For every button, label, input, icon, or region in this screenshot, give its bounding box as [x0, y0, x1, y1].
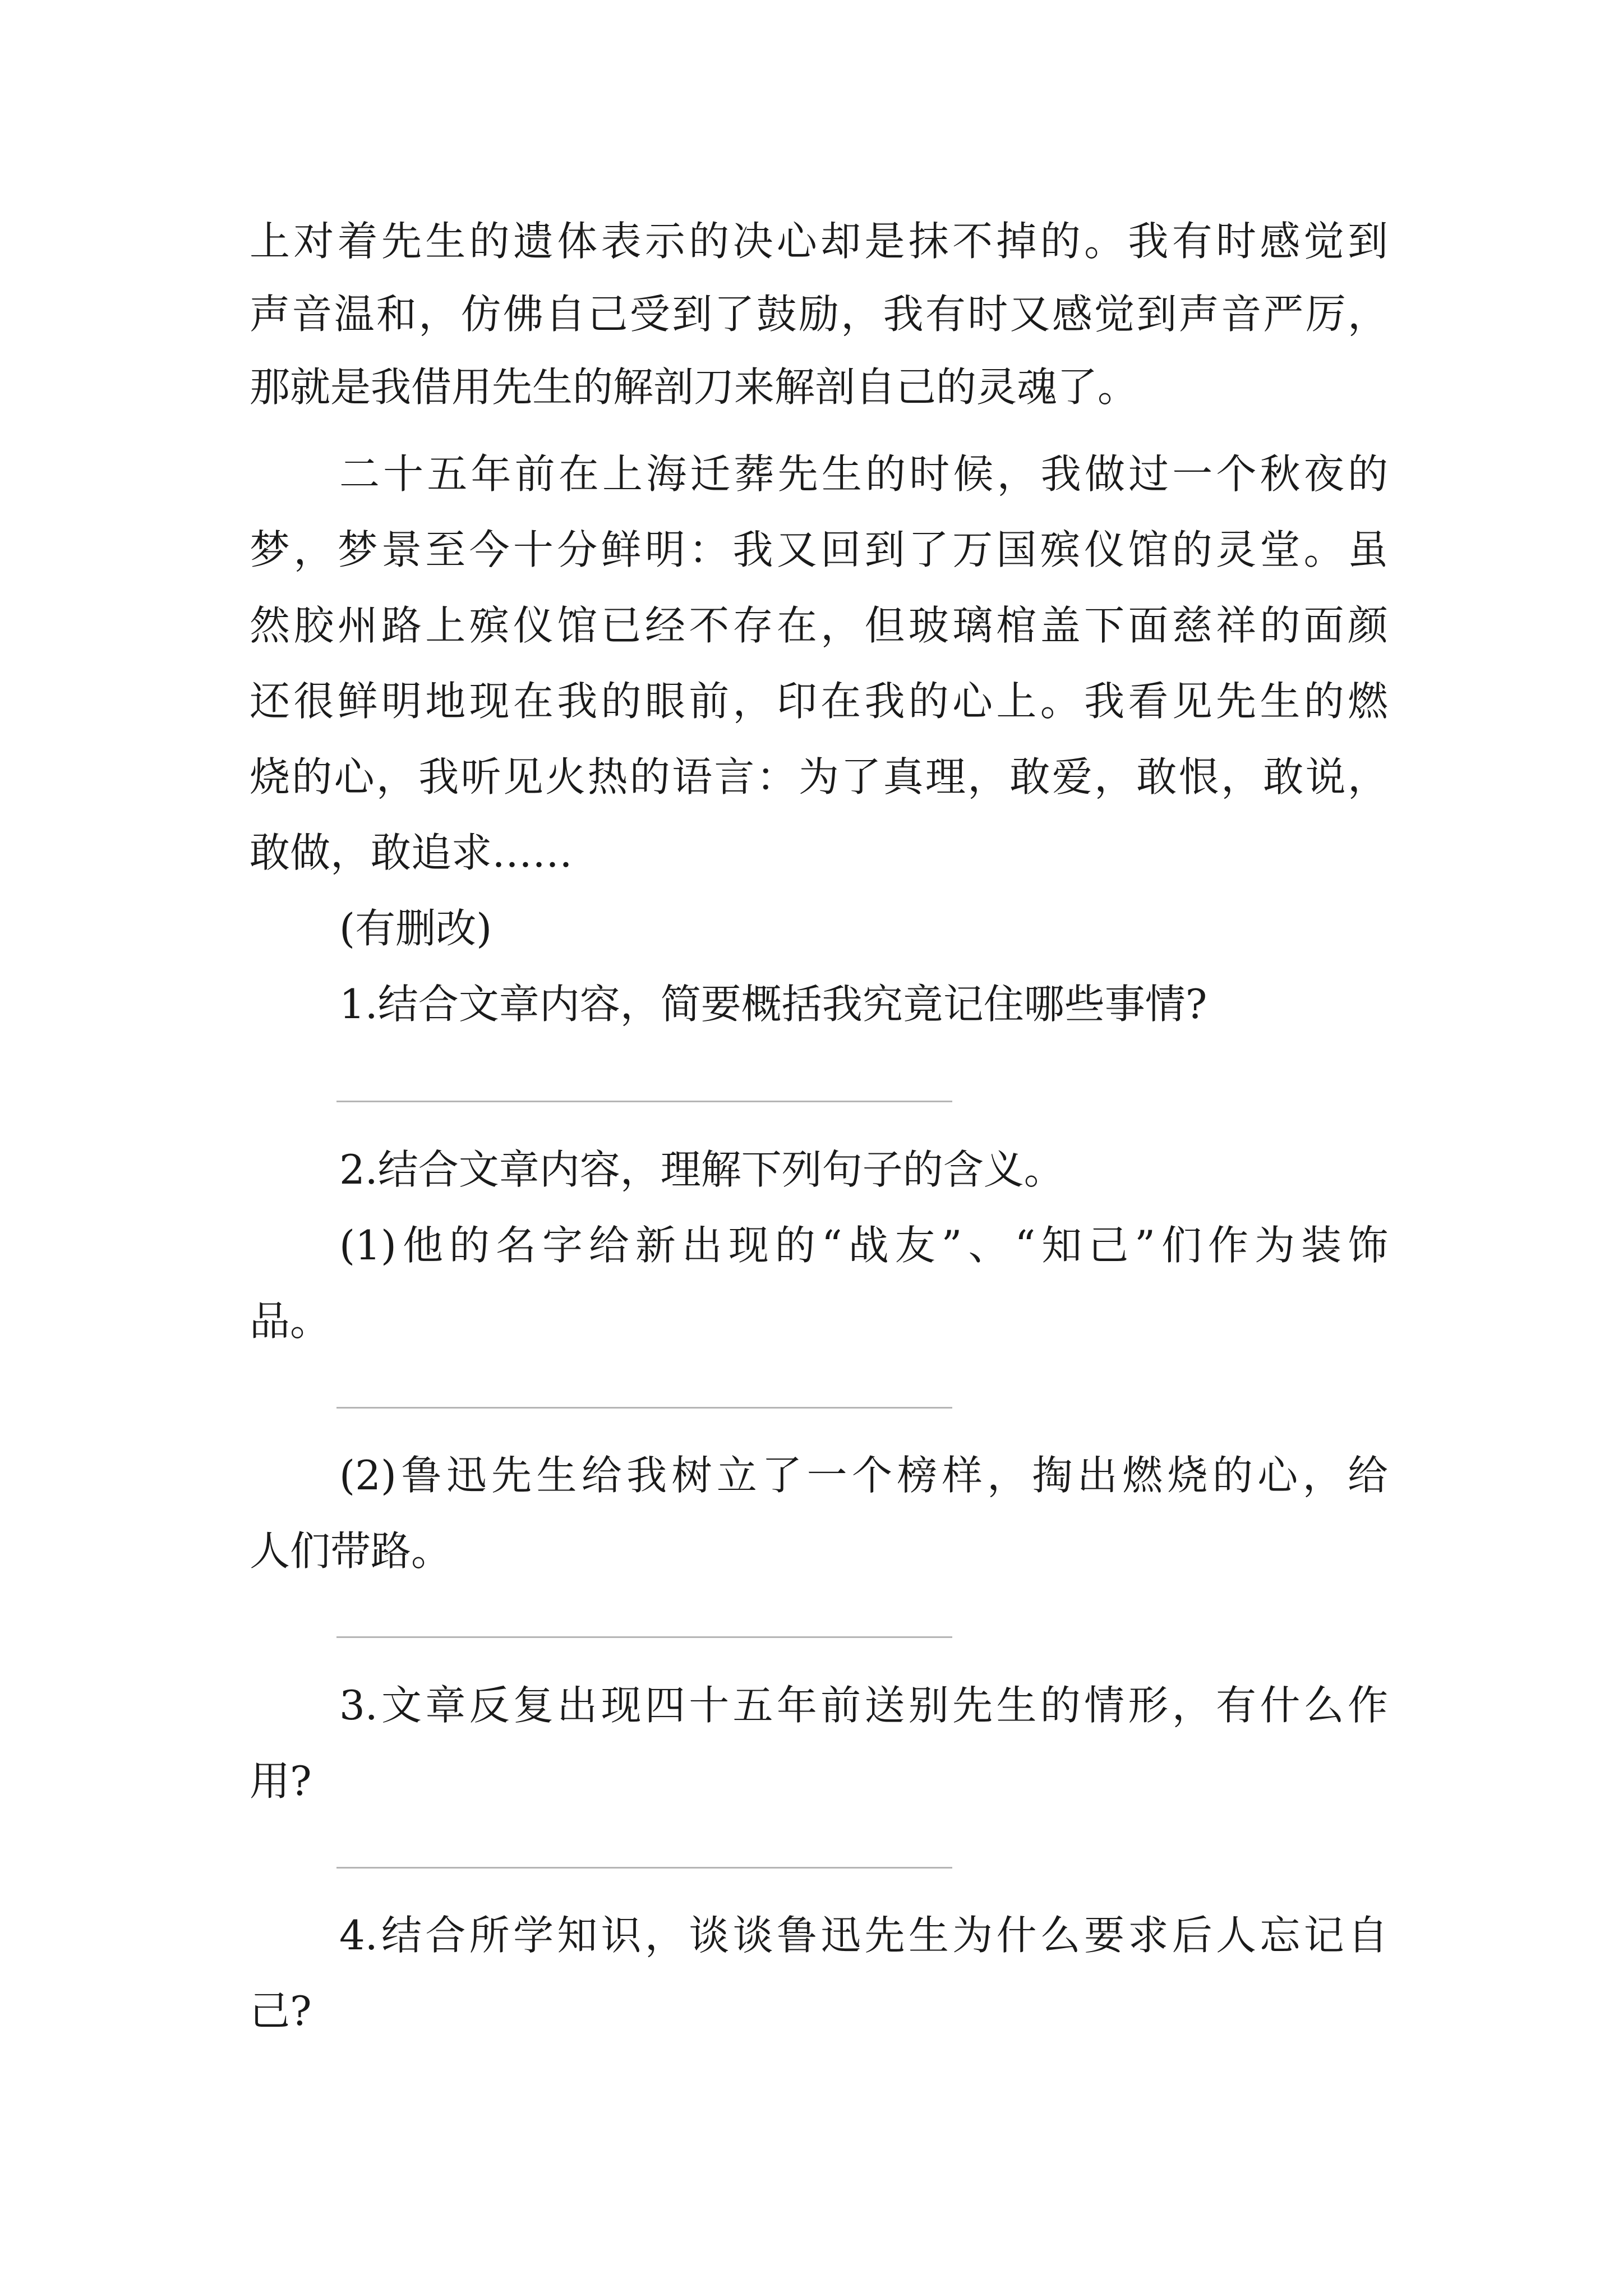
question-2-2-line-2: 人们带路。	[250, 1527, 452, 1575]
paragraph-2-line-5: 烧的心，我听见火热的语言：为了真理，敢爱，敢恨，敢说，	[250, 753, 1388, 800]
answer-line-1[interactable]	[336, 1101, 952, 1102]
answer-line-2-1[interactable]	[336, 1407, 952, 1409]
question-2-1-line-1: (1)他的名字给新出现的“战友”、“知己”们作为装饰	[339, 1222, 1388, 1269]
question-1: 1.结合文章内容，简要概括我究竟记住哪些事情?	[339, 981, 1207, 1028]
question-4-line-2: 己?	[250, 1987, 312, 2035]
paragraph-2-line-4: 还很鲜明地现在我的眼前，印在我的心上。我看见先生的燃	[250, 678, 1388, 725]
answer-line-2-2[interactable]	[336, 1636, 952, 1638]
question-3-line-2: 用?	[250, 1757, 312, 1805]
question-4-line-1: 4.结合所学知识，谈谈鲁迅先生为什么要求后人忘记自	[339, 1912, 1388, 1959]
question-2-2-line-1: (2)鲁迅先生给我树立了一个榜样，掏出燃烧的心，给	[339, 1452, 1388, 1499]
paragraph-1-line-1: 上对着先生的遗体表示的决心却是抹不掉的。我有时感觉到	[250, 218, 1388, 265]
edit-note: (有删改)	[339, 905, 492, 952]
question-2: 2.结合文章内容，理解下列句子的含义。	[339, 1146, 1064, 1193]
paragraph-1-line-3: 那就是我借用先生的解剖刀来解剖自己的灵魂了。	[250, 364, 1138, 411]
paragraph-1-line-2: 声音温和，仿佛自己受到了鼓励，我有时又感觉到声音严厉，	[250, 291, 1388, 338]
paragraph-2-line-2: 梦，梦景至今十分鲜明：我又回到了万国殡仪馆的灵堂。虽	[250, 526, 1388, 573]
answer-line-3[interactable]	[336, 1867, 952, 1869]
paragraph-2-line-1: 二十五年前在上海迁葬先生的时候，我做过一个秋夜的	[339, 450, 1388, 498]
paragraph-2-line-3: 然胶州路上殡仪馆已经不存在，但玻璃棺盖下面慈祥的面颜	[250, 602, 1388, 649]
paragraph-2-line-6: 敢做，敢追求……	[250, 829, 573, 876]
question-3-line-1: 3.文章反复出现四十五年前送别先生的情形，有什么作	[339, 1682, 1388, 1729]
question-2-1-line-2: 品。	[250, 1297, 331, 1345]
